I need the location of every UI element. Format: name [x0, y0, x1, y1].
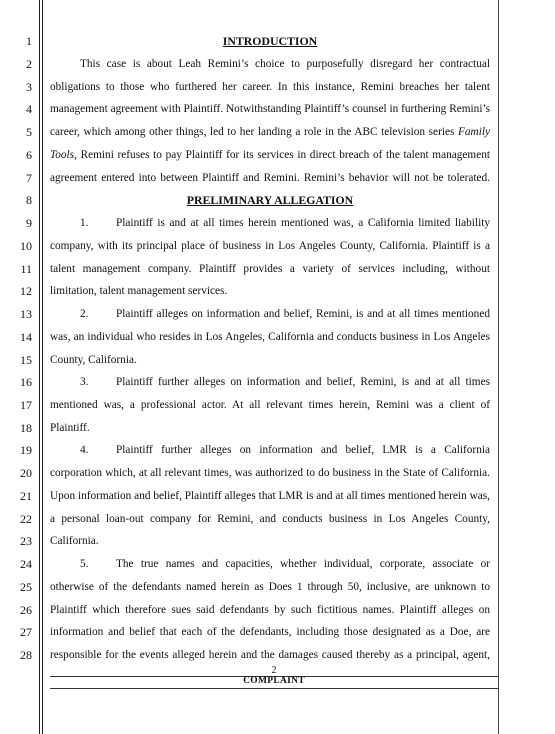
line-number: 6	[26, 148, 32, 162]
paragraph-3-line: 3. Plaintiff further alleges on information and belief, Remini, is and at all times	[80, 376, 490, 388]
line-number: 20	[20, 466, 32, 480]
heading-preliminary-allegation: PRELIMINARY ALLEGATION	[186, 193, 354, 207]
text-line: Upon information and belief, Plaintiff alleges that LMR is and at all times mentioned herein was,	[50, 490, 490, 502]
right-margin-rule	[498, 0, 499, 734]
line-number: 2	[26, 57, 32, 71]
text-line: mentioned was, a professional actor. At all relevant times herein, Remini was a client of	[50, 399, 490, 411]
footer-rule-bottom	[50, 688, 498, 689]
paragraph-number: 1.	[80, 217, 89, 229]
paragraph-number: 5.	[80, 558, 89, 570]
text-line: information and belief that each of the defendants, including those designated as a Doe, are	[50, 626, 490, 638]
paragraph-number: 4.	[80, 444, 89, 456]
text-line: career, which among other things, led to her landing a role in the ABC television series Family	[50, 126, 490, 138]
line-number: 28	[20, 648, 32, 662]
text-line: California.	[50, 535, 99, 547]
text-line: Plaintiff.	[50, 422, 90, 434]
text-line: company, with its principal place of business in Los Angeles County, California. Plaintiff is a	[50, 240, 490, 252]
text-line: was, an individual who resides in Los Angeles, California and conducts business in Los Angeles	[50, 331, 490, 343]
text-line: otherwise of the defendants named herein as Does 1 through 50, inclusive, are unknown to	[50, 581, 490, 593]
paragraph-number: 3.	[80, 376, 89, 388]
line-number: 10	[20, 239, 32, 253]
paragraph-5-line: 5. The true names and capacities, whether individual, corporate, associate or	[80, 558, 490, 570]
line-number: 21	[20, 489, 32, 503]
line-number: 12	[20, 284, 32, 298]
line-number: 17	[20, 398, 32, 412]
page-number: 2	[271, 665, 277, 676]
line-number: 22	[20, 512, 32, 526]
text-line: agreement entered into between Plaintiff and Remini. Remini’s behavior will not be tolerated.	[50, 172, 490, 184]
line-number: 1	[26, 34, 32, 48]
paragraph-number: 2.	[80, 308, 89, 320]
paragraph-4-line: 4. Plaintiff further alleges on information and belief, LMR is a California	[80, 444, 490, 456]
paragraph-1-line: 1. Plaintiff is and at all times herein mentioned was, a California limited liability	[80, 217, 490, 229]
left-margin-rule	[39, 0, 40, 734]
line-number: 24	[20, 557, 32, 571]
text-line: obligations to those who furthered her career. In this instance, Remini breaches her talent	[50, 81, 490, 93]
line-number: 3	[26, 80, 32, 94]
line-number: 14	[20, 330, 32, 344]
paragraph-2-line: 2. Plaintiff alleges on information and belief, Remini, is and at all times mentioned	[80, 308, 490, 320]
line-number: 16	[20, 375, 32, 389]
line-number: 7	[26, 171, 32, 185]
line-number: 23	[20, 534, 32, 548]
left-margin-rule-inner	[42, 0, 43, 734]
text-line: talent management company. Plaintiff provides a variety of services including, without	[50, 263, 490, 275]
text-line: responsible for the events alleged herein and the damages caused thereby as a principal, agent,	[50, 649, 490, 661]
text-line: Plaintiff which therefore sues said defendants by such fictitious names. Plaintiff alleges on	[50, 604, 490, 616]
text-line: management agreement with Plaintiff. Notwithstanding Plaintiff’s counsel in furthering Remini’s	[50, 103, 490, 115]
text-line: corporation which, at all relevant times, was authorized to do business in the State of California.	[50, 467, 490, 479]
line-number: 15	[20, 353, 32, 367]
line-number: 13	[20, 307, 32, 321]
text-line: This case is about Leah Remini’s choice to purposefully disregard her contractual	[80, 58, 490, 70]
line-number: 5	[26, 125, 32, 139]
line-number: 11	[20, 262, 32, 276]
text-line: a personal loan-out company for Remini, and conducts business in Los Angeles County,	[50, 513, 490, 525]
line-number: 8	[26, 193, 32, 207]
footer-title: COMPLAINT	[243, 676, 305, 686]
line-number: 9	[26, 216, 32, 230]
line-number: 19	[20, 443, 32, 457]
line-number: 25	[20, 580, 32, 594]
line-number: 27	[20, 625, 32, 639]
text-line: limitation, talent management services.	[50, 285, 228, 297]
text-line: Tools, Remini refuses to pay Plaintiff for its services in direct breach of the talent management	[50, 149, 490, 161]
line-number: 26	[20, 603, 32, 617]
line-number: 18	[20, 421, 32, 435]
text-line: County, California.	[50, 354, 137, 366]
heading-introduction: INTRODUCTION	[222, 34, 318, 48]
line-number: 4	[26, 102, 32, 116]
